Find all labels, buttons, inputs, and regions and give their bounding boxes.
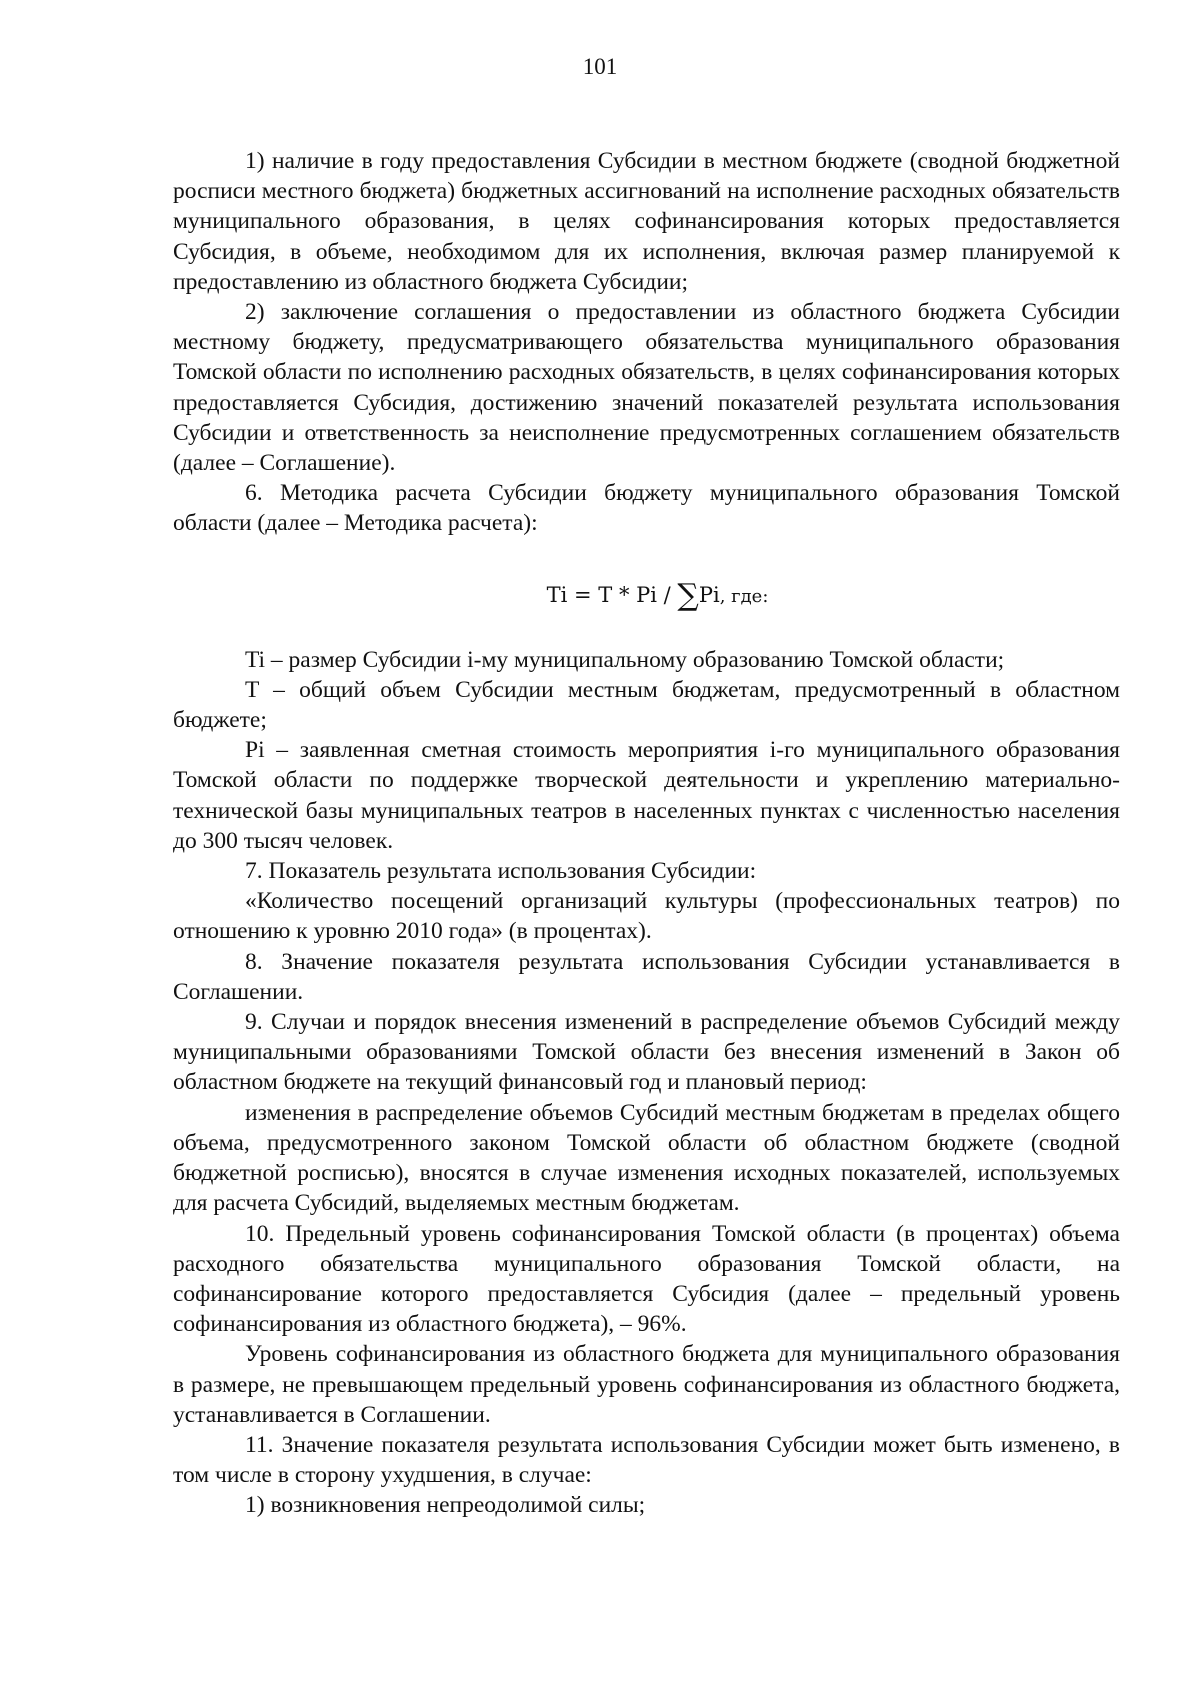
formula-expression: Ti = T * Pi /: [546, 582, 678, 607]
document-body: [173, 146, 1120, 1521]
definition-ti: Ti – размер Субсидии i-му муниципальному образованию Томской области;: [245, 646, 1005, 673]
paragraph: 2) заключение соглашения о предоставлении из областного бюджета Субсидии местному бюджету, предусматривающего обязательства муниципального образования Томской области по исполнению расходных обязательств, в целях софинансирования которых предоставляется Субсидия, достижению значений показателей результата использования Субсидии и ответственность за неисполнение предусмотренных соглашением обязательств (далее – Соглашение).: [173, 299, 1120, 477]
definition-pi: Pi – заявленная сметная стоимость мероприятия i-го муниципального образования Томской области по поддержке творческой деятельности и укреплению материально-технической базы муниципальных театров в населенных пунктах с численностью населения до 300 тысяч человек.: [173, 737, 1120, 854]
sum-symbol: ∑: [677, 577, 699, 613]
formula: [173, 557, 1120, 633]
paragraph: 1) возникновения непреодолимой силы;: [245, 1492, 646, 1519]
paragraph: изменения в распределение объемов Субсидий местным бюджетам в пределах общего объема, предусмотренного законом Томской области об областном бюджете (сводной бюджетной росписью), вносятся в случае изменения исходных показателей, используемых для расчета Субсидий, выделяемых местным бюджетам.: [173, 1099, 1120, 1217]
paragraph: «Количество посещений организаций культуры (профессиональных театров) по отношению к уровню 2010 года» (в процентах).: [173, 888, 1120, 945]
paragraph: Уровень софинансирования из областного бюджета для муниципального образования в размере, не превышающем предельный уровень софинансирования из областного бюджета, устанавливается в Соглашении.: [173, 1341, 1120, 1428]
paragraph: 10. Предельный уровень софинансирования Томской области (в процентах) объема расходного обязательства муниципального образования Томской области, на софинансирование которого предоставляется Субсидия (далее – предельный уровень софинансирования из областного бюджета), – 96%.: [173, 1220, 1120, 1338]
paragraph: 7. Показатель результата использования Субсидии:: [245, 858, 757, 885]
page-number: 101: [582, 54, 618, 79]
paragraph: 11. Значение показателя результата использования Субсидии может быть изменено, в том числе в сторону ухудшения, в случае:: [173, 1431, 1120, 1489]
definition-t: T – общий объем Субсидии местным бюджетам, предусмотренный в областном бюджете;: [173, 676, 1120, 734]
paragraph: 9. Случаи и порядок внесения изменений в распределение объемов Субсидий между муниципальными образованиями Томской области без внесения изменений в Закон об областном бюджете на текущий финансовый год и плановый период:: [173, 1009, 1120, 1096]
paragraph: 8. Значение показателя результата использования Субсидии устанавливается в Соглашении.: [173, 948, 1120, 1005]
paragraph: 1) наличие в году предоставления Субсидии в местном бюджете (сводной бюджетной росписи местного бюджета) бюджетных ассигнований на исполнение расходных обязательств муниципального образования, в целях софинансирования которых предоставляется Субсидия, в объеме, необходимом для их исполнения, включая размер планируемой к предоставлению из областного бюджета Субсидии;: [173, 148, 1120, 295]
formula-tail: Pi: [698, 582, 720, 607]
formula-suffix: , где:: [719, 585, 769, 607]
paragraph: 6. Методика расчета Субсидии бюджету муниципального образования Томской области (далее – Методика расчета):: [173, 480, 1120, 537]
